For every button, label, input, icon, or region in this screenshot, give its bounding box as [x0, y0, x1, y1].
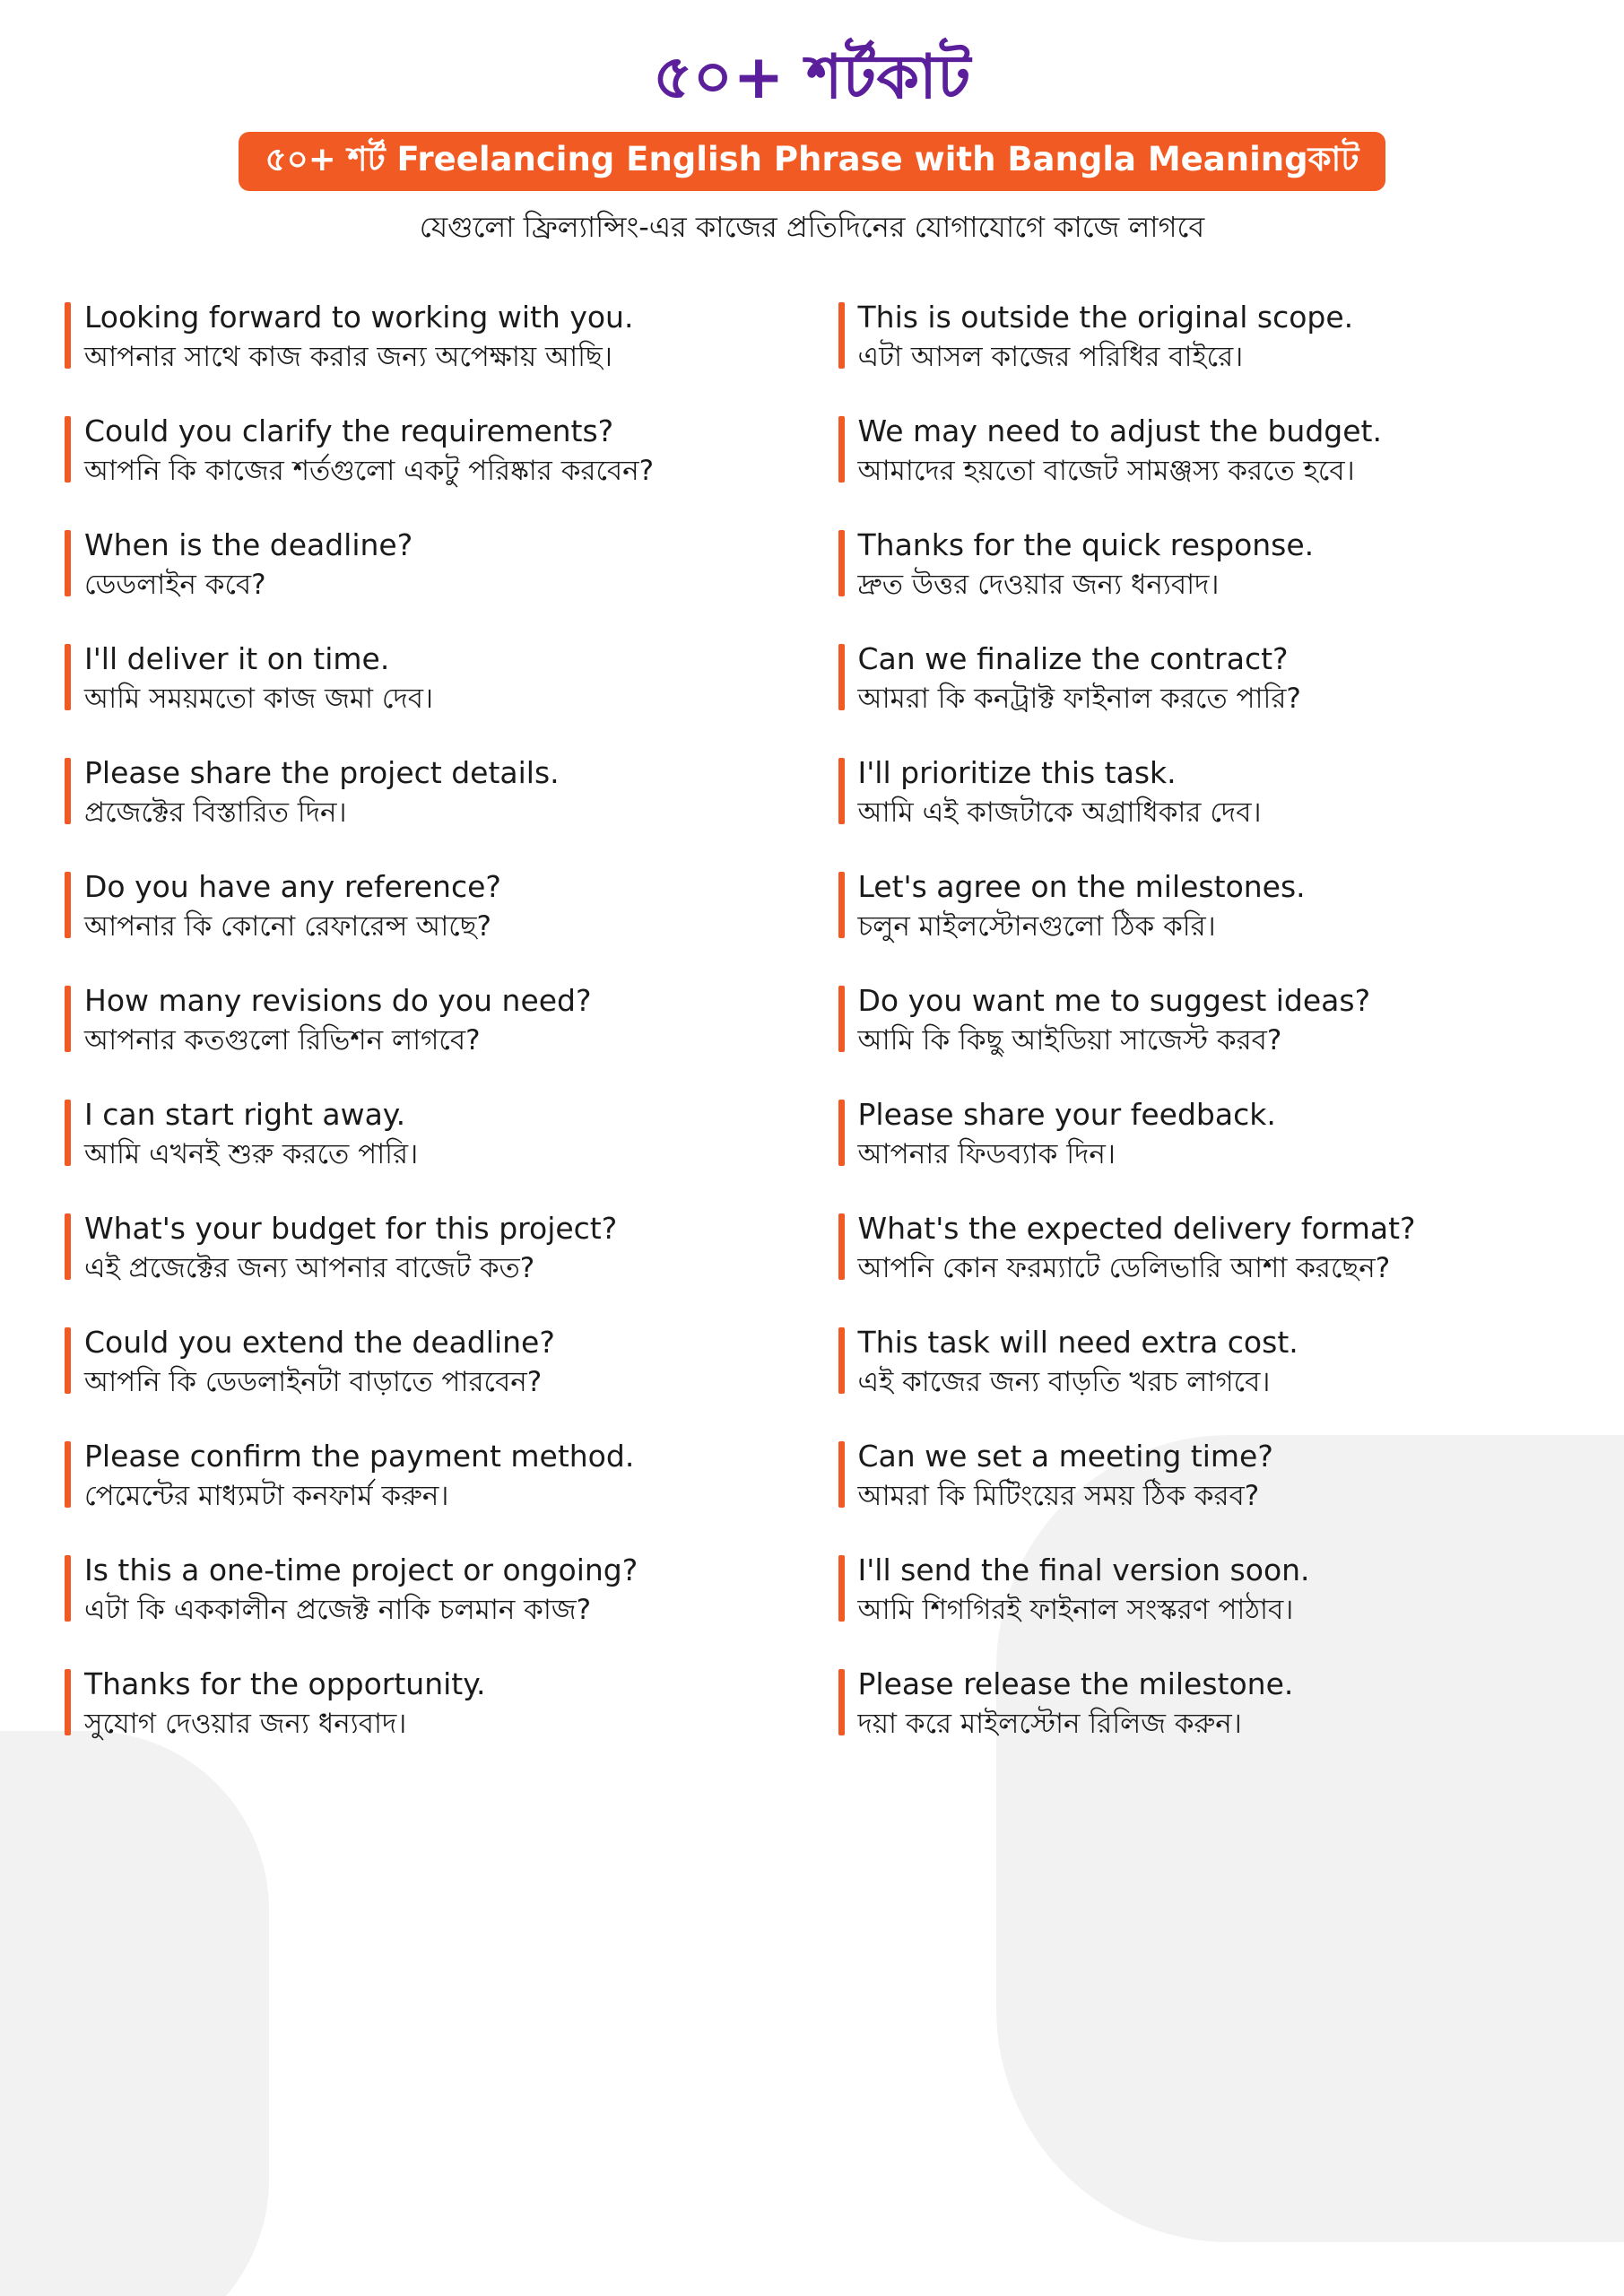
phrase-english: This is outside the original scope.: [857, 299, 1354, 335]
phrase-item: [65, 1096, 786, 1174]
phrase-bangla: এটা আসল কাজের পরিধির বাইরে।: [857, 341, 1244, 374]
phrase-english: Could you extend the deadline?: [84, 1324, 555, 1360]
subtitle-banner-wrap: [0, 132, 1624, 192]
phrase-item: [838, 1438, 1560, 1516]
phrase-item: [838, 640, 1560, 718]
phrase-column-left: [65, 299, 786, 1779]
phrase-english: Can we finalize the contract?: [857, 640, 1289, 676]
phrase-bangla: ডেডলাইন কবে?: [84, 569, 266, 602]
accent-bar: [838, 1213, 845, 1280]
phrase-bangla: আমি সময়মতো কাজ জমা দেব।: [84, 683, 434, 716]
phrase-item: [65, 1210, 786, 1288]
phrase-bangla: সুযোগ দেওয়ার জন্য ধন্যবাদ।: [84, 1708, 407, 1741]
phrase-bangla: প্রজেক্টের বিস্তারিত দিন।: [84, 796, 347, 830]
phrase-english: Can we set a meeting time?: [857, 1438, 1273, 1474]
phrase-bangla: আমি কি কিছু আইডিয়া সাজেস্ট করব?: [857, 1024, 1282, 1057]
phrase-item: [65, 754, 786, 832]
phrase-bangla: আমি শিগগিরই ফাইনাল সংস্করণ পাঠাব।: [857, 1594, 1294, 1627]
phrase-column-right: [838, 299, 1560, 1779]
phrase-item: [65, 1438, 786, 1516]
phrase-bangla: এই কাজের জন্য বাড়তি খরচ লাগবে।: [857, 1366, 1271, 1399]
phrase-item: [838, 1324, 1560, 1402]
accent-bar: [838, 644, 845, 710]
phrase-bangla: চলুন মাইলস্টোনগুলো ঠিক করি।: [857, 910, 1216, 944]
accent-bar: [65, 1555, 71, 1622]
phrase-english: I'll send the final version soon.: [857, 1552, 1310, 1587]
phrase-english: Let's agree on the milestones.: [857, 868, 1306, 904]
phrase-item: [838, 982, 1560, 1060]
phrase-english: Do you want me to suggest ideas?: [857, 982, 1371, 1018]
phrase-english: I'll deliver it on time.: [84, 640, 390, 676]
accent-bar: [65, 758, 71, 824]
phrase-item: [65, 1665, 786, 1744]
phrase-english: This task will need extra cost.: [857, 1324, 1298, 1360]
accent-bar: [65, 416, 71, 483]
phrase-item: [838, 868, 1560, 946]
accent-bar: [838, 302, 845, 369]
phrase-bangla: আমরা কি কনট্রাক্ট ফাইনাল করতে পারি?: [857, 683, 1301, 716]
accent-bar: [838, 1327, 845, 1394]
accent-bar: [65, 644, 71, 710]
phrase-bangla: পেমেন্টের মাধ্যমটা কনফার্ম করুন।: [84, 1480, 449, 1513]
phrase-bangla: আপনার কি কোনো রেফারেন্স আছে?: [84, 910, 491, 944]
accent-bar: [65, 1213, 71, 1280]
phrase-item: [65, 526, 786, 604]
phrase-english: Please share your feedback.: [857, 1096, 1276, 1132]
accent-bar: [838, 1100, 845, 1166]
phrase-item: [65, 299, 786, 377]
phrase-item: [65, 1552, 786, 1630]
phrase-english: Thanks for the quick response.: [857, 526, 1315, 562]
phrase-bangla: আমাদের হয়তো বাজেট সামঞ্জস্য করতে হবে।: [857, 455, 1355, 488]
phrase-item: [838, 1665, 1560, 1744]
phrase-english: Could you clarify the requirements?: [84, 413, 614, 448]
phrase-english: Looking forward to working with you.: [84, 299, 634, 335]
phrase-item: [838, 526, 1560, 604]
phrase-bangla: দয়া করে মাইলস্টোন রিলিজ করুন।: [857, 1708, 1242, 1741]
page-title: ৫০+ শর্টকাট: [653, 42, 971, 113]
phrase-item: [838, 413, 1560, 491]
phrase-english: Please confirm the payment method.: [84, 1438, 635, 1474]
accent-bar: [65, 872, 71, 938]
phrase-columns: [0, 299, 1624, 1779]
phrase-english: Thanks for the opportunity.: [84, 1665, 486, 1701]
accent-bar: [65, 1327, 71, 1394]
accent-bar: [838, 1441, 845, 1508]
accent-bar: [838, 416, 845, 483]
accent-bar: [838, 1555, 845, 1622]
accent-bar: [838, 1669, 845, 1735]
phrase-bangla: আমরা কি মিটিংয়ের সময় ঠিক করব?: [857, 1480, 1260, 1513]
phrase-item: [65, 1324, 786, 1402]
accent-bar: [65, 302, 71, 369]
accent-bar: [65, 1669, 71, 1735]
decorative-blob-left: [0, 1731, 269, 2296]
phrase-bangla: আমি এই কাজটাকে অগ্রাধিকার দেব।: [857, 796, 1262, 830]
phrase-bangla: আপনার ফিডব্যাক দিন।: [857, 1138, 1116, 1171]
phrase-english: We may need to adjust the budget.: [857, 413, 1382, 448]
phrase-english: How many revisions do you need?: [84, 982, 592, 1018]
subtitle-banner: ৫০+ শর্ট Freelancing English Phrase with Bangla Meaningকাট: [239, 132, 1386, 192]
phrase-english: What's your budget for this project?: [84, 1210, 618, 1246]
phrase-item: [65, 982, 786, 1060]
accent-bar: [65, 1441, 71, 1508]
accent-bar: [838, 758, 845, 824]
phrase-bangla: আমি এখনই শুরু করতে পারি।: [84, 1138, 419, 1171]
phrase-bangla: আপনি কোন ফরম্যাটে ডেলিভারি আশা করছেন?: [857, 1252, 1391, 1285]
phrase-english: Please share the project details.: [84, 754, 560, 790]
phrase-item: [838, 754, 1560, 832]
phrase-english: When is the deadline?: [84, 526, 413, 562]
accent-bar: [838, 986, 845, 1052]
phrase-bangla: আপনার সাথে কাজ করার জন্য অপেক্ষায় আছি।: [84, 341, 612, 374]
phrase-english: I'll prioritize this task.: [857, 754, 1177, 790]
phrase-english: Please release the milestone.: [857, 1665, 1294, 1701]
accent-bar: [65, 986, 71, 1052]
phrase-bangla: আপনি কি ডেডলাইনটা বাড়াতে পারবেন?: [84, 1366, 543, 1399]
phrase-bangla: দ্রুত উত্তর দেওয়ার জন্য ধন্যবাদ।: [857, 569, 1220, 602]
phrase-english: I can start right away.: [84, 1096, 406, 1132]
accent-bar: [838, 872, 845, 938]
phrase-english: Is this a one-time project or ongoing?: [84, 1552, 638, 1587]
phrase-english: What's the expected delivery format?: [857, 1210, 1416, 1246]
phrase-item: [838, 1552, 1560, 1630]
phrase-bangla: এটা কি এককালীন প্রজেক্ট নাকি চলমান কাজ?: [84, 1594, 592, 1627]
phrase-item: [838, 299, 1560, 377]
accent-bar: [65, 1100, 71, 1166]
phrase-item: [65, 868, 786, 946]
phrase-item: [838, 1096, 1560, 1174]
phrase-english: Do you have any reference?: [84, 868, 501, 904]
accent-bar: [838, 530, 845, 596]
phrase-bangla: এই প্রজেক্টের জন্য আপনার বাজেট কত?: [84, 1252, 535, 1285]
phrase-bangla: আপনার কতগুলো রিভিশন লাগবে?: [84, 1024, 481, 1057]
phrase-bangla: আপনি কি কাজের শর্তগুলো একটু পরিষ্কার করবেন?: [84, 455, 655, 488]
phrase-item: [838, 1210, 1560, 1288]
accent-bar: [65, 530, 71, 596]
phrase-item: [65, 640, 786, 718]
tagline: যেগুলো ফ্রিল্যান্সিং-এর কাজের প্রতিদিনের যোগাযোগে কাজে লাগবে: [419, 210, 1205, 245]
phrase-item: [65, 413, 786, 491]
